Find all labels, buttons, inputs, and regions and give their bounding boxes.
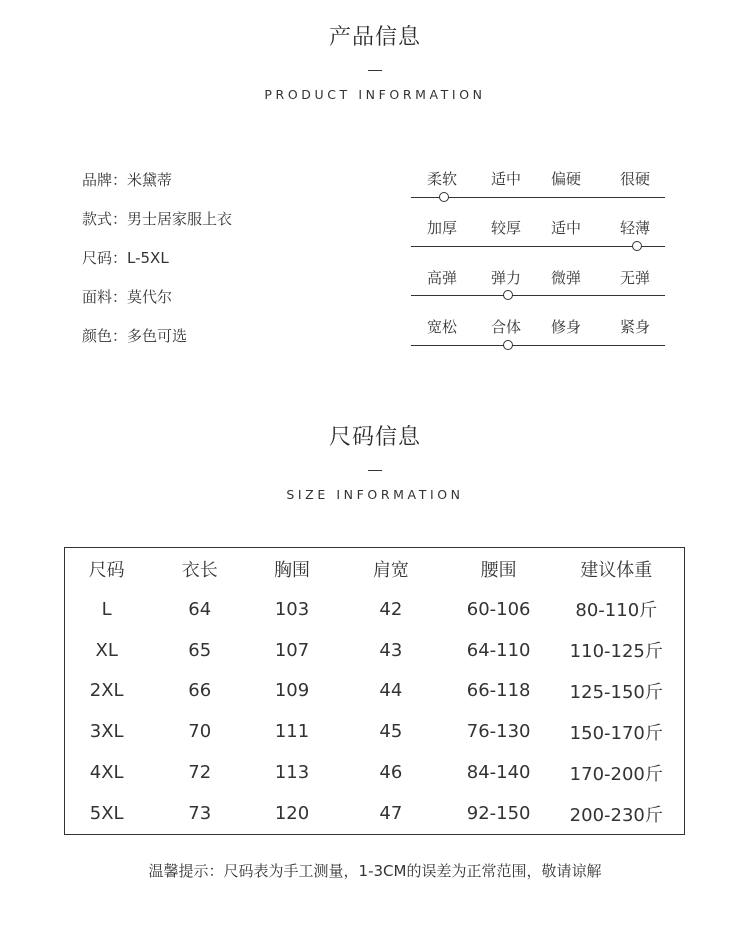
scale-line bbox=[411, 197, 665, 198]
table-row bbox=[65, 671, 685, 712]
cell-shoulder: 47 bbox=[379, 803, 403, 825]
scale-label: 修身 bbox=[550, 318, 582, 336]
title-divider bbox=[368, 470, 382, 471]
product-info-subtitle: PRODUCT INFORMATION bbox=[264, 87, 486, 102]
scale-line bbox=[411, 295, 665, 296]
spec-brand: 品牌：米黛蒂 bbox=[82, 171, 173, 189]
cell-shoulder: 42 bbox=[379, 598, 403, 620]
measurement-note: 温馨提示：尺码表为手工测量，1-3CM的误差为正常范围，敬请谅解 bbox=[148, 862, 602, 880]
spec-list bbox=[82, 170, 232, 365]
softness-scale bbox=[411, 166, 665, 215]
cell-chest: 120 bbox=[274, 803, 310, 825]
size-table bbox=[64, 547, 685, 835]
cell-length: 73 bbox=[188, 803, 212, 825]
cell-shoulder: 46 bbox=[379, 762, 403, 784]
table-row bbox=[65, 752, 685, 793]
cell-weight: 170-200斤 bbox=[569, 763, 663, 785]
cell-size: 4XL bbox=[89, 762, 124, 784]
scale-label: 紧身 bbox=[619, 318, 651, 336]
cell-waist: 84-140 bbox=[466, 762, 531, 784]
fit-scale bbox=[411, 314, 665, 363]
product-info-header bbox=[0, 20, 750, 102]
cell-length: 70 bbox=[188, 721, 212, 743]
cell-size: 2XL bbox=[89, 680, 124, 702]
table-row bbox=[65, 589, 685, 630]
scale-label: 很硬 bbox=[619, 170, 651, 188]
size-info-header bbox=[0, 420, 750, 502]
cell-size: XL bbox=[95, 639, 118, 661]
scale-indicator bbox=[503, 340, 513, 350]
cell-waist: 60-106 bbox=[466, 598, 531, 620]
scale-indicator bbox=[632, 241, 642, 251]
cell-waist: 76-130 bbox=[466, 721, 531, 743]
scale-label: 较厚 bbox=[490, 219, 522, 237]
cell-chest: 103 bbox=[274, 598, 310, 620]
cell-length: 72 bbox=[188, 762, 212, 784]
elasticity-scale bbox=[411, 264, 665, 314]
cell-chest: 111 bbox=[274, 721, 310, 743]
cell-waist: 66-118 bbox=[466, 680, 531, 702]
cell-weight: 125-150斤 bbox=[569, 681, 663, 703]
scale-label: 微弹 bbox=[550, 269, 582, 287]
header-shoulder: 肩宽 bbox=[372, 560, 409, 582]
cell-weight: 110-125斤 bbox=[569, 641, 663, 663]
cell-length: 64 bbox=[188, 598, 212, 620]
scale-label: 合体 bbox=[490, 318, 522, 336]
table-row bbox=[65, 793, 685, 834]
cell-weight: 150-170斤 bbox=[569, 722, 663, 744]
table-row bbox=[65, 711, 685, 752]
cell-length: 65 bbox=[188, 639, 212, 661]
spec-color: 颜色：多色可选 bbox=[82, 327, 188, 345]
product-info-title: 产品信息 bbox=[328, 25, 421, 50]
cell-length: 66 bbox=[188, 680, 212, 702]
header-chest: 胸围 bbox=[274, 560, 311, 582]
cell-weight: 200-230斤 bbox=[569, 804, 663, 826]
scale-label: 轻薄 bbox=[619, 219, 651, 237]
cell-waist: 92-150 bbox=[466, 803, 531, 825]
spec-fabric: 面料：莫代尔 bbox=[82, 288, 173, 306]
scale-indicator bbox=[503, 290, 513, 300]
scale-label: 弹力 bbox=[490, 269, 522, 287]
scale-label: 适中 bbox=[550, 219, 582, 237]
scale-label: 偏硬 bbox=[550, 170, 582, 188]
scale-label: 加厚 bbox=[426, 219, 458, 237]
cell-size: 3XL bbox=[89, 721, 124, 743]
cell-chest: 107 bbox=[274, 639, 310, 661]
header-weight: 建议体重 bbox=[580, 560, 653, 582]
scale-line bbox=[411, 246, 665, 247]
size-info-subtitle: SIZE INFORMATION bbox=[286, 487, 464, 502]
title-divider bbox=[368, 70, 382, 71]
cell-size: L bbox=[101, 598, 112, 620]
attribute-scales bbox=[411, 166, 665, 363]
cell-waist: 64-110 bbox=[466, 639, 531, 661]
header-waist: 腰围 bbox=[480, 560, 517, 582]
scale-line bbox=[411, 345, 665, 346]
scale-label: 柔软 bbox=[426, 170, 458, 188]
table-row bbox=[65, 630, 685, 671]
table-header-row bbox=[65, 548, 685, 589]
thickness-scale bbox=[411, 215, 665, 264]
cell-shoulder: 45 bbox=[379, 721, 403, 743]
cell-size: 5XL bbox=[89, 803, 124, 825]
scale-label: 高弹 bbox=[426, 269, 458, 287]
scale-label: 无弹 bbox=[619, 269, 651, 287]
size-info-title: 尺码信息 bbox=[328, 425, 421, 450]
cell-shoulder: 44 bbox=[379, 680, 403, 702]
cell-chest: 109 bbox=[274, 680, 310, 702]
cell-chest: 113 bbox=[274, 762, 310, 784]
spec-style: 款式：男士居家服上衣 bbox=[82, 210, 233, 228]
scale-label: 适中 bbox=[490, 170, 522, 188]
header-length: 衣长 bbox=[181, 560, 218, 582]
cell-shoulder: 43 bbox=[379, 639, 403, 661]
scale-label: 宽松 bbox=[426, 318, 458, 336]
cell-weight: 80-110斤 bbox=[575, 600, 658, 622]
header-size: 尺码 bbox=[88, 560, 125, 582]
scale-indicator bbox=[439, 192, 449, 202]
spec-size: 尺码：L-5XL bbox=[82, 249, 169, 267]
